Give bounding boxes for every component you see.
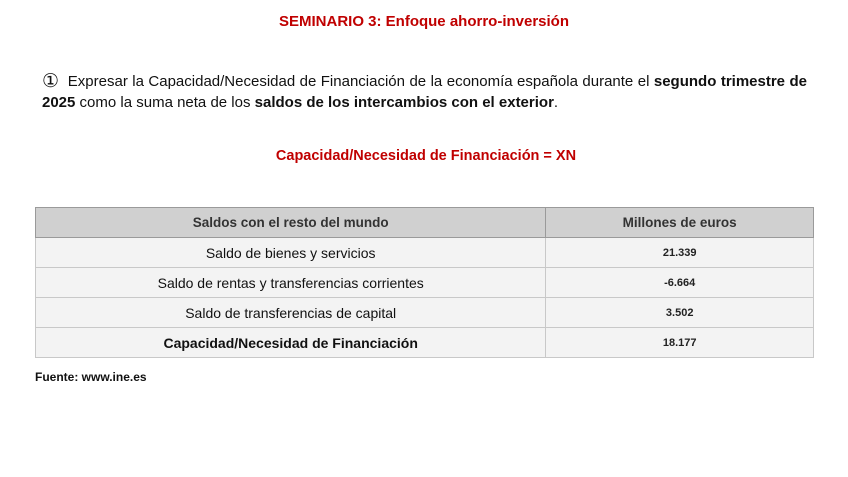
exercise-bold-period: segundo trimestre de 2025 (42, 73, 807, 111)
row-concept: Saldo de bienes y servicios (36, 238, 546, 268)
table-header-row (36, 208, 814, 238)
row-value: -6.664 (546, 268, 814, 298)
formula-heading: Capacidad/Necesidad de Financiación = XN (275, 148, 577, 164)
exercise-statement (42, 71, 807, 113)
exercise-text-2: como la suma neta de los (75, 94, 255, 111)
exercise-text-3: . (553, 94, 559, 111)
row-concept: Saldo de transferencias de capital (36, 298, 546, 328)
column-header-concept: Saldos con el resto del mundo (36, 208, 546, 238)
table-total-row (36, 328, 814, 358)
row-value: 21.339 (546, 238, 814, 268)
row-concept: Capacidad/Necesidad de Financiación (36, 328, 546, 358)
balance-table (35, 207, 814, 358)
table-row (36, 298, 814, 328)
row-value: 18.177 (546, 328, 814, 358)
column-header-value: Millones de euros (546, 208, 814, 238)
table-row (36, 238, 814, 268)
exercise-text-1: Expresar la Capacidad/Necesidad de Financiación de la economía española durante el (67, 73, 654, 90)
circled-one-icon: ① (42, 71, 60, 92)
exercise-bold-topic: saldos de los intercambios con el exterior (254, 94, 554, 111)
page-title: SEMINARIO 3: Enfoque ahorro-inversión (278, 13, 570, 30)
row-concept: Saldo de rentas y transferencias corrientes (36, 268, 546, 298)
table-row (36, 268, 814, 298)
row-value: 3.502 (546, 298, 814, 328)
source-note: Fuente: www.ine.es (35, 370, 147, 384)
